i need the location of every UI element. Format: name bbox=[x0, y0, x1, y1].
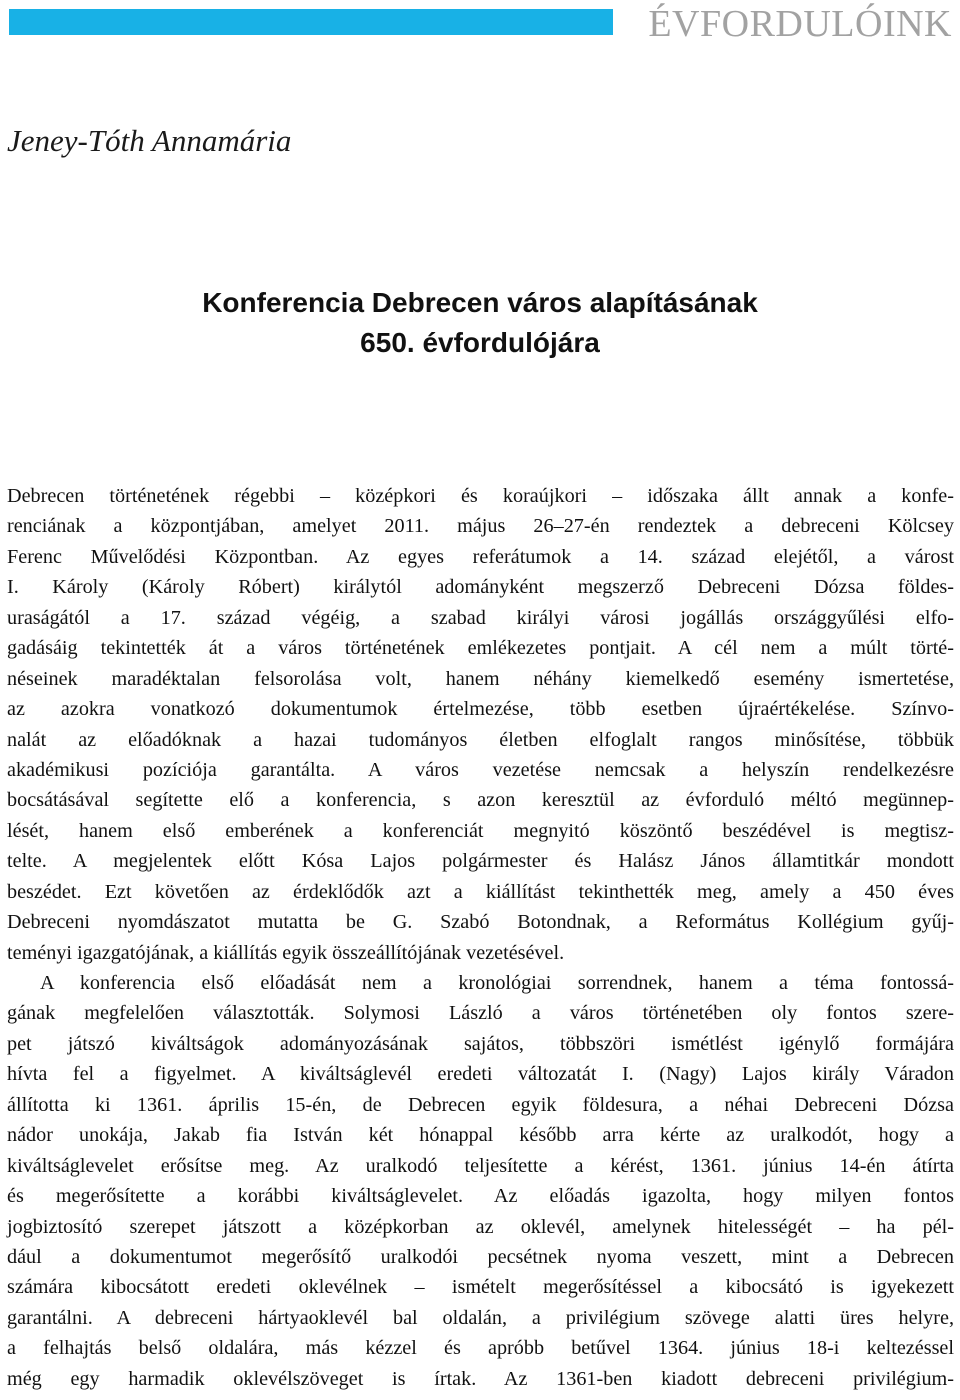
header-color-band bbox=[9, 9, 613, 35]
text-line: I. Károly (Károly Róbert) királytól adományként megszerző Debreceni Dózsa földes- bbox=[7, 576, 954, 599]
text-line: Ferenc Művelődési Központban. Az egyes referátumok a 14. század elejétől, a várost bbox=[7, 545, 954, 568]
text-line: számára kibocsátott eredeti oklevélnek – ismételt megerősítéssel a kibocsátó is igyekezett bbox=[7, 1276, 954, 1299]
article-title bbox=[0, 283, 960, 363]
text-line: akadémikusi pozíciója garantálta. A város vezetése nemcsak a helyszín rendelkezésre bbox=[7, 758, 954, 781]
text-line: uraságától a 17. század végéig, a szabad királyi városi jogállás országgyűlési elfo- bbox=[7, 606, 954, 629]
text-line: néseinek maradéktalan felsorolása volt, hanem néhány kiemelkedő esemény ismertetése, bbox=[7, 667, 954, 690]
article-body bbox=[7, 481, 954, 1394]
text-line: nádor unokája, Jakab fia István két hónappal később arra kérte az uralkodót, hogy a bbox=[7, 1124, 954, 1147]
text-line: hívta fel a figyelmet. A kiváltságlevél eredeti változatát I. (Nagy) Lajos király Váradon bbox=[7, 1063, 954, 1086]
section-title: ÉVFORDULÓINK bbox=[648, 3, 952, 45]
text-line: a felhajtás belső oldalára, más kézzel és apróbb betűvel 1364. június 18-i keltezéssel bbox=[7, 1337, 954, 1360]
text-line: gának megfelelően választották. Solymosi László a város történetében oly fontos szere- bbox=[7, 1002, 954, 1025]
text-line: lését, hanem első emberének a konferenciát megnyitó köszöntő beszédével is megtisz- bbox=[7, 819, 954, 842]
text-line: az azokra vonatkozó dokumentumok értelmezése, több esetben újraértékelése. Színvo- bbox=[7, 698, 954, 721]
text-line: garantálni. A debreceni hártyaoklevél bal oldalán, a privilégium szövege alatti üres helyre, bbox=[7, 1306, 954, 1329]
text-line: jogbiztosító szerepet játszott a középkorban az oklevél, amelynek hitelességét – ha pél- bbox=[7, 1215, 954, 1238]
text-line: teményi igazgatójának, a kiállítás egyik összeállítójának vezetésével. bbox=[7, 941, 565, 964]
text-line: renciának a központjában, amelyet 2011. május 26–27-én rendeztek a debreceni Kölcsey bbox=[7, 515, 954, 538]
text-line: beszédet. Ezt követően az érdeklődők azt a kiállítást tekinthették meg, amely a 450 éves bbox=[7, 880, 954, 903]
text-line: Debreceni nyomdászatot mutatta be G. Szabó Botondnak, a Református Kollégium gyűj- bbox=[7, 911, 954, 934]
text-line: és megerősítette a korábbi kiváltságlevelet. Az előadás igazolta, hogy milyen fontos bbox=[7, 1185, 954, 1208]
text-line: állította ki 1361. április 15-én, de Debrecen egyik földesura, a néhai Debreceni Dózsa bbox=[7, 1093, 954, 1116]
text-line: telte. A megjelentek előtt Kósa Lajos polgármester és Halász János államtitkár mondott bbox=[7, 850, 954, 873]
text-line: gadásáig tekintették át a város történetének emlékezetes pontjait. A cél nem a múlt törté- bbox=[7, 637, 954, 660]
text-line: Debrecen történetének régebbi – középkori és koraújkori – időszaka állt annak a konfe- bbox=[7, 485, 954, 507]
page-header bbox=[0, 0, 960, 60]
text-line: pet játszó kiváltságok adományozásának sajátos, többszöri ismétlést igénylő formájára bbox=[7, 1032, 954, 1055]
text-line: nalát az előadóknak a hazai tudományos életben elfoglalt rangos minősítése, többük bbox=[7, 728, 954, 751]
article-title-line-1: Konferencia Debrecen város alapításának bbox=[202, 287, 758, 318]
text-line: bocsátásával segítette elő a konferencia, s azon keresztül az évforduló méltó megünnep- bbox=[7, 789, 954, 812]
article-title-line-2: 650. évfordulójára bbox=[360, 327, 600, 358]
paragraph-2 bbox=[7, 968, 954, 1394]
author-name: Jeney-Tóth Annamária bbox=[7, 123, 292, 158]
text-line: A konferencia első előadását nem a kronológiai sorrendnek, hanem a téma fontossá- bbox=[40, 972, 954, 994]
text-line: dául a dokumentumot megerősítő uralkodói pecsétnek nyoma veszett, mint a Debrecen bbox=[7, 1245, 954, 1268]
paragraph-1 bbox=[7, 481, 954, 968]
text-line: még egy harmadik oklevélszöveget is írtak. Az 1361-ben kiadott debreceni privilégium- bbox=[7, 1367, 954, 1390]
text-line: kiváltságlevelet erősítse meg. Az uralkodó teljesítette a kérést, 1361. június 14-én átírta bbox=[7, 1154, 954, 1177]
